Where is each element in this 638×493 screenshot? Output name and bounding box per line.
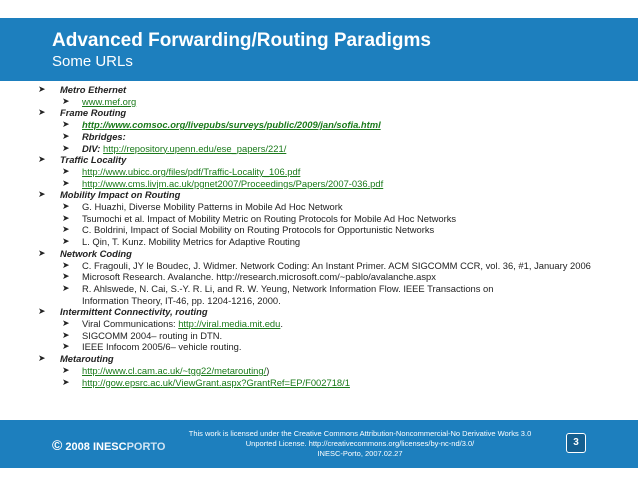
arrow-bullet-icon: ➤ <box>62 201 70 212</box>
arrow-bullet-icon: ➤ <box>62 236 70 247</box>
arrow-bullet-icon: ➤ <box>38 154 46 165</box>
list-item: ➤ Tsumochi et al. Impact of Mobility Metric on Routing Protocols for Mobile Ad Hoc Networks <box>62 212 457 224</box>
arrow-bullet-icon: ➤ <box>38 306 46 317</box>
arrow-bullet-icon: ➤ <box>62 259 70 270</box>
arrow-bullet-icon: ➤ <box>62 177 70 188</box>
arrow-bullet-icon: ➤ <box>38 189 46 200</box>
section-metro-ethernet: ➤ Metro Ethernet <box>38 84 127 95</box>
list-item: ➤ C. Boldrini, Impact of Social Mobility on Routing Protocols for Opportunistic Networks <box>62 224 435 236</box>
arrow-bullet-icon: ➤ <box>62 95 70 106</box>
section-metarouting: ➤ Metarouting <box>38 353 114 365</box>
link-mef[interactable]: www.mef.org <box>82 95 137 107</box>
arrow-bullet-icon: ➤ <box>62 364 70 375</box>
arrow-bullet-icon: ➤ <box>62 329 70 340</box>
arrow-bullet-icon: ➤ <box>38 247 46 258</box>
list-item: ➤ DIV: http://repository.upenn.edu/ese_papers/221/ <box>62 142 287 154</box>
list-item: ➤ http://www.cl.cam.ac.uk/~tgg22/metarouting/) <box>62 364 270 376</box>
list-item <box>62 166 618 178</box>
license-text: This work is licensed under the Creative Commons Attribution-Noncommercial-No Derivative Works 3.0 Unported License. http://creativecommons.org/licenses/by-nc-nd/3.0/ INESC-Porto, 2007.02.27 <box>188 429 532 458</box>
arrow-bullet-icon: ➤ <box>62 119 70 130</box>
arrow-bullet-icon: ➤ <box>62 341 70 352</box>
arrow-bullet-icon: ➤ <box>62 165 70 176</box>
section-intermittent: ➤ Intermittent Connectivity, routing <box>38 306 208 318</box>
slide-title: Advanced Forwarding/Routing Paradigms <box>52 30 431 51</box>
link-epsrc[interactable]: http://gow.epsrc.ac.uk/ViewGrant.aspx?GrantRef=EP/F002718/1 <box>82 376 350 388</box>
slide-subtitle: Some URLs <box>52 53 133 70</box>
url-list <box>38 84 618 388</box>
arrow-bullet-icon: ➤ <box>62 318 70 329</box>
inesc-porto-logo: INESCPORTO <box>92 441 166 453</box>
arrow-bullet-icon: ➤ <box>62 376 70 387</box>
list-item: ➤ Viral Communications: http://viral.media.mit.edu. <box>62 318 283 330</box>
arrow-bullet-icon: ➤ <box>38 84 46 94</box>
link-upenn[interactable]: http://repository.upenn.edu/ese_papers/221/ <box>103 142 287 154</box>
list-item <box>62 96 618 108</box>
list-item: ➤ G. Huazhi, Diverse Mobility Patterns in Mobile Ad Hoc Network <box>62 201 343 213</box>
list-item: ➤ C. Fragouli, JY le Boudec, J. Widmer. Network Coding: An Instant Primer. ACM SIGCOMM CCR, vol. 36, #1, January 2006 <box>62 259 591 271</box>
list-item: ➤ SIGCOMM 2004– routing in DTN. <box>62 329 223 341</box>
list-item: ➤ Microsoft Research. Avalanche. http://research.microsoft.com/~pablo/avalanche.aspx <box>62 271 436 283</box>
link-viral[interactable]: http://viral.media.mit.edu <box>178 318 281 330</box>
list-item: ➤ R. Ahlswede, N. Cai, S.-Y. R. Li, and R. W. Yeung, Network Information Flow. IEEE Transactions on Information Theory, IT-46, pp. 1204-1216, 2000. <box>62 282 494 306</box>
arrow-bullet-icon: ➤ <box>62 224 70 235</box>
arrow-bullet-icon: ➤ <box>38 353 46 364</box>
link-ubicc[interactable]: http://www.ubicc.org/files/pdf/Traffic-Locality_106.pdf <box>82 165 301 177</box>
page-number: 3 <box>566 433 586 453</box>
arrow-bullet-icon: ➤ <box>38 107 46 118</box>
link-livjm[interactable]: http://www.cms.livjm.ac.uk/pgnet2007/Proceedings/Papers/2007-036.pdf <box>82 177 384 189</box>
list-item: ➤ IEEE Infocom 2005/6– vehicle routing. <box>62 341 242 353</box>
list-item <box>62 119 618 131</box>
arrow-bullet-icon: ➤ <box>62 271 70 282</box>
arrow-bullet-icon: ➤ <box>62 212 70 223</box>
section-mobility: ➤ Mobility Impact on Routing <box>38 189 181 201</box>
arrow-bullet-icon: ➤ <box>62 142 70 153</box>
arrow-bullet-icon: ➤ <box>62 130 70 141</box>
slide-header <box>0 18 638 81</box>
list-item <box>62 178 618 190</box>
list-item <box>62 377 618 389</box>
section-frame-routing: ➤ Frame Routing <box>38 107 127 119</box>
arrow-bullet-icon: ➤ <box>62 282 70 293</box>
section-traffic-locality: ➤ Traffic Locality <box>38 154 127 166</box>
section-network-coding: ➤ Network Coding <box>38 247 132 259</box>
list-item: ➤ L. Qin, T. Kunz. Mobility Metrics for Adaptive Routing <box>62 236 301 248</box>
list-item: ➤ Rbridges: <box>62 130 126 142</box>
link-cam-metarouting[interactable]: http://www.cl.cam.ac.uk/~tgg22/metarouting/ <box>82 364 267 376</box>
slide-footer <box>0 420 638 468</box>
link-comsoc[interactable]: http://www.comsoc.org/livepubs/surveys/public/2009/jan/sofia.html <box>82 119 381 131</box>
copyright: © 2008 INESCPORTO <box>52 437 166 453</box>
